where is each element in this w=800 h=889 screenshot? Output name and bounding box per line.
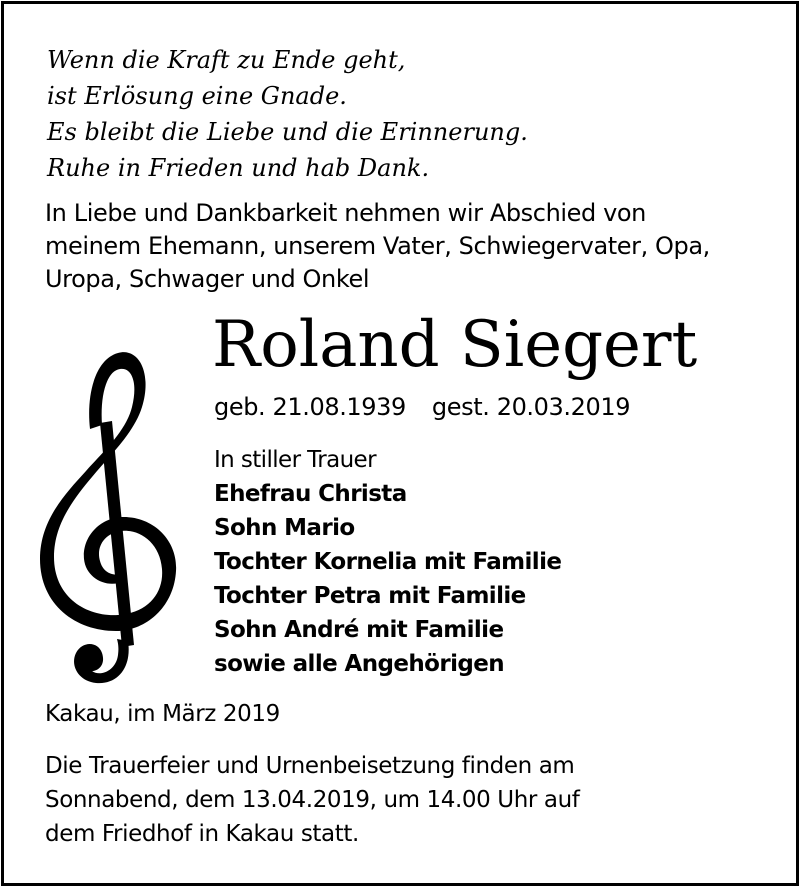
service-line: dem Friedhof in Kakau statt.	[45, 821, 359, 847]
poem	[47, 42, 528, 186]
intro-line: meinem Ehemann, unserem Vater, Schwiegervater, Opa,	[45, 232, 710, 260]
mourner: Tochter Petra mit Familie	[214, 583, 526, 609]
service-info	[45, 749, 579, 851]
intro-line: Uropa, Schwager und Onkel	[45, 265, 370, 293]
mourner: Ehefrau Christa	[214, 481, 407, 507]
mourner: sowie alle Angehörigen	[214, 651, 505, 677]
treble-clef-icon	[40, 345, 180, 685]
mourner: Tochter Kornelia mit Familie	[214, 549, 562, 575]
poem-line: Es bleibt die Liebe und die Erinnerung.	[47, 118, 528, 146]
mourner: Sohn Mario	[214, 515, 355, 541]
mourner: Sohn André mit Familie	[214, 617, 504, 643]
intro-line: In Liebe und Dankbarkeit nehmen wir Abschied von	[45, 199, 646, 227]
mourning-heading: In stiller Trauer	[214, 447, 376, 473]
deceased-name: Roland Siegert	[212, 308, 698, 382]
birth-date: geb. 21.08.1939	[214, 393, 406, 421]
poem-line: Ruhe in Frieden und hab Dank.	[47, 154, 430, 182]
service-line: Die Trauerfeier und Urnenbeisetzung finden am	[45, 753, 575, 779]
place-date: Kakau, im März 2019	[45, 701, 280, 727]
death-date: gest. 20.03.2019	[431, 393, 631, 421]
service-line: Sonnabend, dem 13.04.2019, um 14.00 Uhr auf	[45, 787, 580, 813]
poem-line: ist Erlösung eine Gnade.	[47, 82, 347, 110]
intro-text	[45, 197, 710, 296]
poem-line: Wenn die Kraft zu Ende geht,	[47, 46, 406, 74]
mourning-list	[214, 443, 561, 681]
life-dates	[214, 391, 630, 423]
